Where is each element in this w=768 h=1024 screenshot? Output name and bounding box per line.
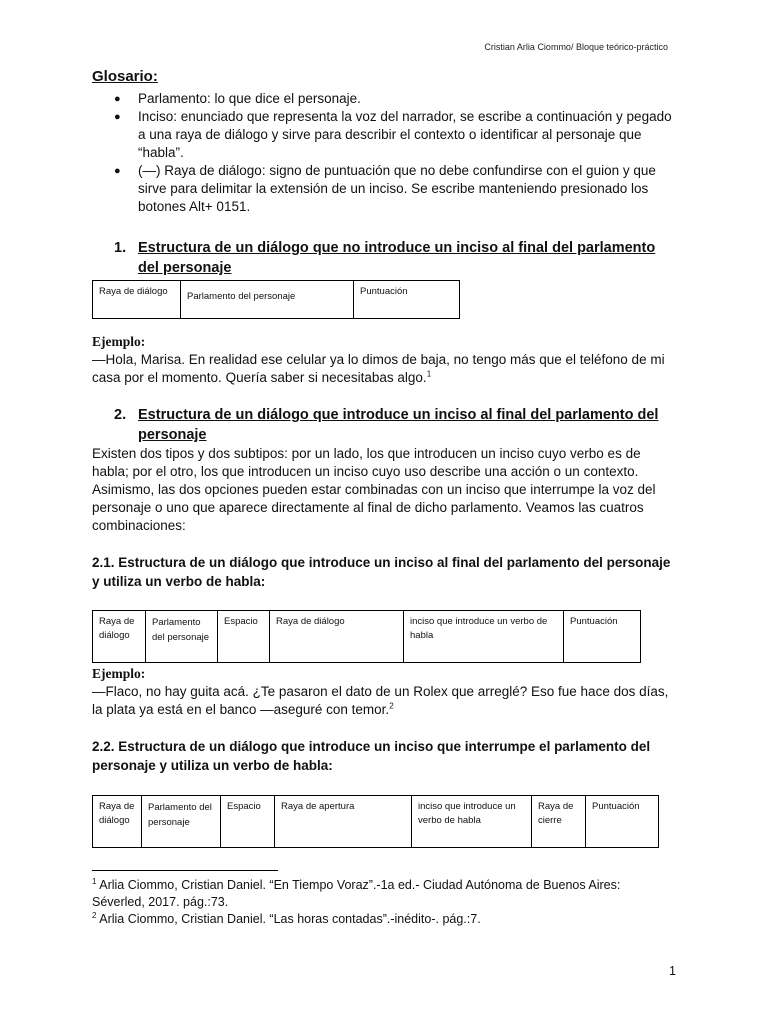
table-cell: Raya de apertura	[275, 796, 412, 848]
glossary-title: Glosario:	[92, 68, 158, 85]
table-cell: Puntuación	[354, 281, 460, 319]
table-cell: inciso que introduce un verbo de habla	[412, 796, 532, 848]
section-2-1-heading: 2.1. Estructura de un diálogo que introduce un inciso al final del parlamento del personaje y utiliza un verbo de habla:	[92, 555, 671, 589]
table-cell: Raya de diálogo	[270, 611, 404, 663]
footnote-divider	[92, 870, 278, 871]
glossary-list	[92, 90, 676, 216]
table-cell: Espacio	[221, 796, 275, 848]
section-2-2-heading: 2.2. Estructura de un diálogo que introduce un inciso que interrumpe el parlamento del personaje y utiliza un verbo de habla:	[92, 739, 651, 773]
section-title: Estructura de un diálogo que no introduce un inciso al final del parlamento del personaje	[138, 240, 656, 276]
structure-table-2-1	[92, 610, 641, 663]
table-cell: Raya de cierre	[532, 796, 586, 848]
example-label: Ejemplo:	[92, 666, 146, 681]
table-cell: Raya de diálogo	[93, 796, 142, 848]
section-title: Estructura de un diálogo que introduce un inciso al final del parlamento del personaje	[138, 407, 659, 443]
section-2-heading	[92, 405, 676, 445]
page-header: Cristian Arlia Ciommo/ Bloque teórico-práctico	[484, 42, 668, 52]
table-cell: Puntuación	[564, 611, 641, 663]
document-body	[92, 66, 676, 928]
glossary-item-text: Inciso: enunciado que representa la voz del narrador, se escribe a continuación y pegado a una raya de diálogo y sirve para describir el contexto o identificar al personaje que “habla”.	[138, 109, 672, 160]
glossary-item	[92, 162, 676, 216]
footnote-ref: 1	[426, 369, 432, 379]
section-number: 2.	[114, 407, 127, 423]
glossary-item-text: Parlamento: lo que dice el personaje.	[138, 91, 361, 106]
example-text: —Hola, Marisa. En realidad ese celular ya lo dimos de baja, no tengo más que el teléfono de mi casa por el momento. Quería saber si necesitabas algo.$^1$	[92, 352, 665, 385]
table-cell: Espacio	[218, 611, 270, 663]
footnote: $^1$ Arlia Ciommo, Cristian Daniel. “En Tiempo Voraz”.-1a ed.- Ciudad Autónoma de Buenos Aires: Séverled, 2017. pág.:73.	[92, 876, 621, 909]
table-cell: Parlamento del personaje	[142, 796, 221, 848]
glossary-item	[92, 90, 676, 108]
table-cell: Parlamento del personaje	[181, 281, 354, 319]
bullet-icon: ●	[114, 111, 121, 123]
example-label: Ejemplo:	[92, 334, 146, 349]
table-cell: inciso que introduce un verbo de habla	[404, 611, 564, 663]
example-text: —Flaco, no hay guita acá. ¿Te pasaron el dato de un Rolex que arreglé? Eso fue hace dos días, la plata ya está en el banco —aseguré con temor.$^2$	[92, 684, 669, 717]
section-2-body: Existen dos tipos y dos subtipos: por un lado, los que introducen un inciso cuyo verbo es de habla; por el otro, los que introducen un inciso cuyo uso describe una acción o un contexto. Asimismo, las dos opciones pueden estar combinadas con un inciso que interrumpe la voz del personaje o uno que aparece directamente al final de dicho parlamento. Veamos las cuatros combinaciones:	[92, 446, 656, 533]
table-cell: Puntuación	[586, 796, 659, 848]
bullet-icon: ●	[114, 165, 121, 177]
footnote: $^2$ Arlia Ciommo, Cristian Daniel. “Las horas contadas”.-inédito-. pág.:7.	[92, 910, 481, 926]
section-1-heading	[92, 238, 676, 278]
glossary-item-text: (—) Raya de diálogo: signo de puntuación que no debe confundirse con el guion y que sirve para delimitar la extensión de un inciso. Se escribe manteniendo presionado los botones Alt+ 0151.	[138, 163, 656, 214]
page-number: 1	[669, 964, 676, 978]
section-number: 1.	[114, 240, 127, 256]
footnotes	[92, 877, 676, 928]
table-cell: Parlamento del personaje	[146, 611, 218, 663]
table-cell: Raya de diálogo	[93, 281, 181, 319]
bullet-icon: ●	[114, 93, 121, 105]
table-cell: Raya de diálogo	[93, 611, 146, 663]
footnote-ref: 2	[389, 701, 394, 711]
structure-table-1	[92, 280, 460, 319]
glossary-item	[92, 108, 676, 162]
structure-table-2-2	[92, 795, 659, 848]
